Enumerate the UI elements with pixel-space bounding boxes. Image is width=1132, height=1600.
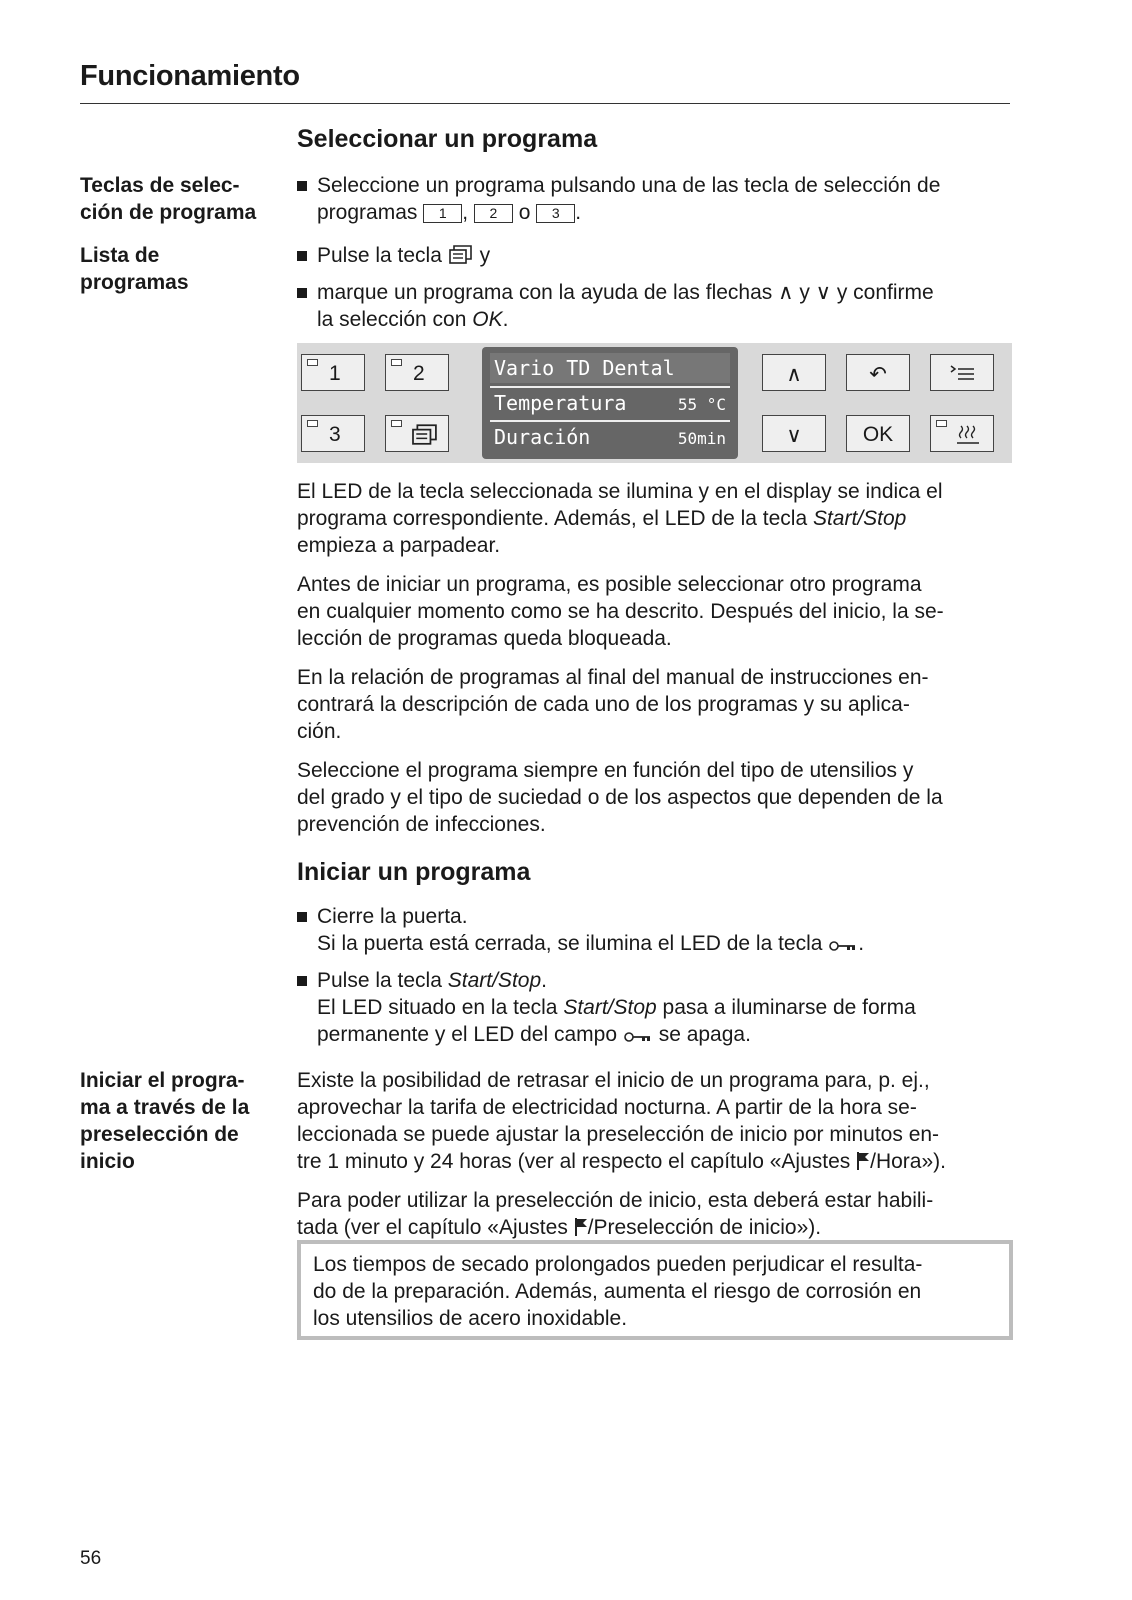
text: o bbox=[518, 201, 531, 224]
control-panel-illustration bbox=[297, 343, 1012, 463]
text-line: empieza a parpadear. bbox=[297, 534, 501, 557]
side-line: ma a través de la bbox=[80, 1096, 250, 1119]
text-line: Cierre la puerta. bbox=[317, 905, 468, 928]
bullet-press-list-key bbox=[297, 242, 1017, 269]
start-stop-italic: Start/Stop bbox=[812, 507, 907, 530]
menu-list-icon bbox=[948, 363, 978, 383]
arrow-down-icon: ∨ bbox=[786, 424, 802, 447]
text-line: lección de programas queda bloqueada. bbox=[297, 627, 672, 650]
arrow-up-button[interactable] bbox=[762, 354, 826, 391]
program-button-3[interactable] bbox=[301, 415, 365, 452]
led-icon bbox=[391, 420, 402, 427]
text: tre 1 minuto y 24 horas (ver al respecto el capítulo «Ajustes bbox=[297, 1150, 857, 1173]
program-key-2-icon: 2 bbox=[474, 204, 513, 223]
bullet-square bbox=[297, 976, 307, 986]
side-line: preselección de bbox=[80, 1123, 239, 1146]
temperature-value: 55 °C bbox=[677, 395, 726, 414]
text-line bbox=[317, 306, 1017, 333]
bullet-square bbox=[297, 181, 307, 191]
led-icon bbox=[391, 359, 402, 366]
text-line: Seleccione el programa siempre en función del tipo de utensilios y bbox=[297, 759, 914, 782]
display-duration-row bbox=[490, 423, 730, 453]
text-line bbox=[297, 505, 1017, 532]
program-button-2[interactable] bbox=[385, 354, 449, 391]
ok-button[interactable] bbox=[846, 415, 910, 452]
text: pasa a iluminarse de forma bbox=[656, 996, 916, 1019]
display-separator bbox=[490, 420, 730, 422]
text: . bbox=[858, 932, 865, 955]
text-line: Existe la posibilidad de retrasar el inicio de un programa para, p. ej., bbox=[297, 1069, 930, 1092]
paragraph-led-info bbox=[297, 478, 1017, 559]
text-line: aprovechar la tarifa de electricidad nocturna. A partir de la hora se- bbox=[297, 1096, 917, 1119]
bullet-close-door bbox=[297, 903, 1017, 957]
text: . bbox=[502, 308, 509, 331]
text-line: do de la preparación. Además, aumenta el riesgo de corrosión en bbox=[313, 1280, 922, 1303]
text-line: contrará la descripción de cada uno de los programas y su aplica- bbox=[297, 693, 910, 716]
text: permanente y el LED del campo bbox=[317, 1023, 617, 1046]
drying-button[interactable] bbox=[930, 415, 994, 452]
arrow-down-button[interactable] bbox=[762, 415, 826, 452]
header-rule bbox=[80, 103, 1010, 104]
text: Pulse la tecla bbox=[317, 244, 442, 267]
paragraph-choose-program bbox=[297, 757, 1017, 838]
text: tada (ver el capítulo «Ajustes bbox=[297, 1216, 574, 1239]
section-header: Funcionamiento bbox=[80, 60, 300, 92]
text: . bbox=[575, 201, 582, 224]
display-separator bbox=[490, 386, 730, 388]
text-line: los utensilios de acero inoxidable. bbox=[313, 1307, 628, 1330]
text-line: En la relación de programas al final del manual de instrucciones en- bbox=[297, 666, 929, 689]
display-temperature-row bbox=[490, 389, 730, 419]
text: se apaga. bbox=[658, 1023, 751, 1046]
text-line: marque un programa con la ayuda de las flechas ∧ y ∨ y confirme bbox=[317, 281, 934, 304]
paragraph-delayed-start bbox=[297, 1067, 1017, 1175]
ok-italic: OK bbox=[472, 308, 503, 331]
bullet-select-keys bbox=[297, 172, 1017, 226]
arrow-up-icon: ∧ bbox=[786, 363, 802, 386]
text-line: Para poder utilizar la preselección de inicio, esta deberá estar habili- bbox=[297, 1189, 934, 1212]
menu-button[interactable] bbox=[930, 354, 994, 391]
text: programa correspondiente. Además, el LED de la tecla bbox=[297, 507, 813, 530]
side-label-program-list bbox=[80, 242, 189, 296]
door-key-icon bbox=[623, 1030, 653, 1044]
back-arrow-icon: ↶ bbox=[869, 363, 887, 386]
side-line: Lista de bbox=[80, 244, 160, 267]
bullet-square bbox=[297, 251, 307, 261]
heading-start-program: Iniciar un programa bbox=[297, 858, 531, 886]
door-key-icon bbox=[828, 939, 858, 953]
text-line: en cualquier momento como se ha descrito. Después del inicio, la se- bbox=[297, 600, 944, 623]
display-program-name: Vario TD Dental bbox=[494, 356, 675, 380]
text-line: prevención de infecciones. bbox=[297, 813, 546, 836]
button-label: 1 bbox=[329, 362, 341, 385]
bullet-mark-program bbox=[297, 279, 1017, 333]
ok-label: OK bbox=[862, 423, 894, 446]
text-line bbox=[317, 1021, 1017, 1048]
program-list-button[interactable] bbox=[385, 415, 449, 452]
heading-select-program: Seleccionar un programa bbox=[297, 125, 598, 153]
text: Si la puerta está cerrada, se ilumina el LED de la tecla bbox=[317, 932, 823, 955]
bullet-square bbox=[297, 912, 307, 922]
back-button[interactable] bbox=[846, 354, 910, 391]
text-line: del grado y el tipo de suciedad o de los aspectos que dependen de la bbox=[297, 786, 943, 809]
text-line bbox=[297, 1148, 1017, 1175]
button-label: 2 bbox=[413, 362, 425, 385]
bullet-square bbox=[297, 288, 307, 298]
start-stop-italic: Start/Stop bbox=[447, 969, 542, 992]
side-line: programas bbox=[80, 271, 189, 294]
text-line bbox=[297, 1214, 1017, 1241]
text-line: Antes de iniciar un programa, es posible seleccionar otro programa bbox=[297, 573, 922, 596]
side-line: Iniciar el progra- bbox=[80, 1069, 245, 1092]
program-display bbox=[482, 347, 738, 459]
text-line: leccionada se puede ajustar la preselección de inicio por minutos en- bbox=[297, 1123, 940, 1146]
side-label-program-keys bbox=[80, 172, 256, 226]
text-line bbox=[317, 930, 1017, 957]
text: la selección con bbox=[317, 308, 467, 331]
paragraph-change-program bbox=[297, 571, 1017, 652]
page-number: 56 bbox=[80, 1548, 102, 1569]
side-label-delayed-start bbox=[80, 1067, 249, 1175]
text: /Preselección de inicio»). bbox=[587, 1216, 822, 1239]
text: Pulse la tecla bbox=[317, 969, 448, 992]
text-line: El LED de la tecla seleccionada se ilumina y en el display se indica el bbox=[297, 480, 943, 503]
text: El LED situado en la tecla bbox=[317, 996, 564, 1019]
temperature-label: Temperatura bbox=[494, 391, 627, 415]
text-line bbox=[317, 242, 1017, 269]
drying-icon bbox=[953, 423, 983, 447]
side-line: Teclas de selec- bbox=[80, 174, 240, 197]
program-list-icon bbox=[410, 422, 440, 446]
text-line: ción. bbox=[297, 720, 342, 743]
text: , bbox=[462, 201, 469, 224]
text-line bbox=[317, 967, 1017, 994]
flag-icon bbox=[856, 1151, 870, 1171]
flag-icon bbox=[574, 1217, 588, 1237]
start-stop-italic: Start/Stop bbox=[563, 996, 657, 1019]
text-line bbox=[317, 199, 1017, 226]
text: . bbox=[541, 969, 547, 992]
duration-value: 50min bbox=[677, 429, 726, 448]
side-line: ción de programa bbox=[80, 201, 257, 224]
text-line bbox=[317, 994, 1017, 1021]
duration-label: Duración bbox=[494, 425, 591, 449]
note-box bbox=[297, 1240, 1013, 1340]
button-label: 3 bbox=[329, 423, 341, 446]
text: programas bbox=[317, 201, 418, 224]
text: y bbox=[479, 244, 491, 267]
text-line: Los tiempos de secado prolongados pueden perjudicar el resulta- bbox=[313, 1253, 923, 1276]
program-list-icon bbox=[448, 243, 474, 265]
text-line: Seleccione un programa pulsando una de las tecla de selección de bbox=[317, 174, 941, 197]
paragraph-enable-delayed-start bbox=[297, 1187, 1017, 1241]
program-key-1-icon: 1 bbox=[423, 204, 462, 223]
paragraph-program-list-ref bbox=[297, 664, 1017, 745]
text: /Hora»). bbox=[870, 1150, 946, 1173]
display-title-row bbox=[490, 353, 730, 383]
led-icon bbox=[307, 420, 318, 427]
led-icon bbox=[307, 359, 318, 366]
program-button-1[interactable] bbox=[301, 354, 365, 391]
side-line: inicio bbox=[80, 1150, 135, 1173]
program-key-3-icon: 3 bbox=[536, 204, 575, 223]
led-icon bbox=[936, 420, 947, 427]
bullet-press-start-stop bbox=[297, 967, 1017, 1048]
